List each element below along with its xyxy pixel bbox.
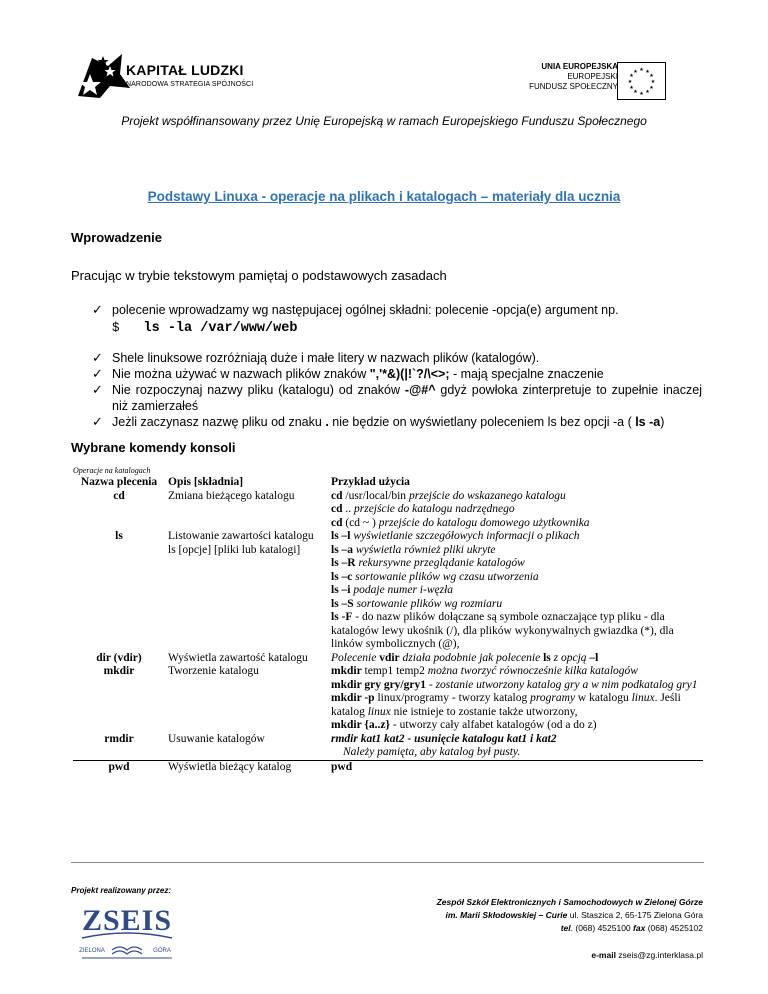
rule-case-sensitivity: Shele linuksowe rozróżniają duże i małe litery w nazwach plików (katalogów). bbox=[112, 351, 540, 365]
table-row bbox=[73, 665, 703, 733]
eu-label-block bbox=[518, 62, 618, 92]
example-cmd: mkdir {a..z} bbox=[331, 719, 391, 731]
rule-forbidden-chars-b: - mają specjalne znaczenie bbox=[449, 367, 604, 381]
example-note: linux/programy - tworzy katalog bbox=[374, 692, 531, 704]
example-note: - usunięcie katalogu kat1 i kat2 bbox=[404, 732, 557, 745]
commands-heading: Wybrane komendy konsoli bbox=[71, 440, 236, 455]
example-cmd: ls –S bbox=[331, 597, 354, 610]
book-icon bbox=[112, 947, 142, 954]
cmd-name: rmdir bbox=[104, 732, 134, 745]
example-note: - do nazw plików dołączane są symbole oznaczające typ pliku - dla katalogów lewy ukośnik (/), dla plików wykonywalnych gwiazdka (*), dla linków symbolicznych (@), bbox=[331, 611, 674, 650]
cmd-desc bbox=[165, 530, 328, 652]
rule-leading-chars-b: gdyż powłoka zinterpretuje to zupełnie inaczej niż zamierzałeś bbox=[112, 383, 702, 413]
project-label: Projekt realizowany przez: bbox=[71, 886, 172, 895]
example-cmd: cd bbox=[331, 489, 343, 502]
example-note: w katalogu bbox=[575, 692, 632, 704]
eu-line-2: EUROPEJSKI bbox=[567, 72, 618, 81]
syntax-rule-text: polecenie wprowadzamy wg następujacej ogólnej składni: polecenie -opcja(e) argument np. bbox=[112, 303, 619, 317]
table-row bbox=[73, 760, 703, 774]
rule-hidden-a: Jeżli zaczynasz nazwę pliku od znaku bbox=[112, 415, 326, 429]
example-cmd: mkdir -p bbox=[331, 692, 375, 704]
cmd-name: ls bbox=[115, 530, 123, 542]
example-cmd: cd bbox=[331, 503, 343, 515]
example-note: podaje numer i-węzła bbox=[350, 584, 454, 596]
cofunding-note: Projekt współfinansowany przez Unię Europejską w ramach Europejskiego Funduszu Społecznego bbox=[121, 114, 647, 128]
example-note: . Jeśli katalog bbox=[331, 692, 681, 718]
svg-text:★: ★ bbox=[649, 73, 654, 79]
rule-leading-chars-a: Nie rozpoczynaj nazwy pliku (katalogu) od znaków bbox=[112, 383, 405, 397]
kapital-ludzki-subtitle: NARODOWA STRATEGIA SPÓJNOŚCI bbox=[126, 81, 254, 88]
svg-text:★: ★ bbox=[650, 79, 656, 85]
example-cmd: ls bbox=[543, 651, 551, 664]
email-label: e-mail bbox=[591, 950, 616, 960]
email-value[interactable]: zseis@zg.interklasa.pl bbox=[615, 950, 703, 960]
example-note: sortowanie plików wg czasu utworzenia bbox=[352, 570, 539, 583]
table-row bbox=[73, 530, 703, 652]
example-note: linux bbox=[367, 705, 391, 718]
eu-flag-icon bbox=[617, 62, 666, 100]
cmd-examples bbox=[328, 665, 703, 733]
svg-text:★: ★ bbox=[645, 69, 650, 75]
cmd-desc: Usuwanie katalogów bbox=[168, 732, 265, 745]
school-phone-line bbox=[300, 922, 703, 935]
example-cmd: ls –i bbox=[331, 584, 351, 596]
shell-prompt: $ bbox=[112, 321, 120, 335]
svg-text:★: ★ bbox=[633, 69, 638, 75]
table-row bbox=[73, 652, 703, 666]
list-item bbox=[92, 382, 702, 414]
intro-text: Pracując w trybie tekstowym pamiętaj o podstawowych zasadach bbox=[71, 268, 447, 283]
cmd-desc: Tworzenie katalogu bbox=[168, 665, 259, 677]
example-note: programy bbox=[530, 692, 576, 704]
school-address: ul. Staszica 2, 65-175 Zielona Góra bbox=[567, 910, 703, 920]
example-note: przejście do katalogu nadrzędnego bbox=[354, 503, 515, 515]
email-line bbox=[300, 950, 703, 960]
school-patron: im. Marii Skłodowskiej – Curie bbox=[445, 910, 568, 920]
kapital-ludzki-title: KAPITAŁ LUDZKI bbox=[126, 62, 244, 78]
example-note: działa podobnie jak polecenie bbox=[399, 651, 544, 664]
example-cmd: –l bbox=[589, 651, 599, 664]
table-row bbox=[73, 733, 703, 761]
desc-text: Listowanie zawartości katalogu bbox=[168, 530, 314, 542]
cmd-examples bbox=[328, 733, 703, 761]
checkmark-icon: ✓ bbox=[92, 302, 103, 317]
list-item bbox=[92, 366, 702, 382]
example-cmd: ls –a bbox=[331, 543, 354, 556]
kapital-ludzki-star-icon bbox=[78, 54, 130, 98]
school-info bbox=[300, 896, 703, 935]
eu-line-3: FUNDUSZ SPOŁECZNY bbox=[529, 82, 618, 91]
document-title: Podstawy Linuxa - operacje na plikach i katalogach – materiały dla ucznia bbox=[147, 189, 621, 204]
checkmark-icon: ✓ bbox=[92, 414, 103, 429]
example-cmd: rmdir kat1 kat2 bbox=[331, 732, 405, 745]
eu-line-1: UNIA EUROPEJSKA bbox=[541, 62, 618, 71]
example-cmd: pwd bbox=[331, 760, 353, 773]
example-arg: .. bbox=[342, 503, 354, 515]
checkmark-icon: ✓ bbox=[92, 350, 103, 365]
leading-chars: -@#^ bbox=[404, 383, 436, 397]
example-cmd: ls –l bbox=[331, 530, 351, 542]
intro-heading: Wprowadzenie bbox=[71, 230, 163, 245]
example-note: Polecenie bbox=[331, 651, 380, 664]
ls-a-option: ls -a bbox=[635, 415, 661, 429]
footer-divider bbox=[71, 862, 704, 863]
cmd-desc: Zmiana bieżącego katalogu bbox=[168, 489, 295, 502]
rule-forbidden-chars-a: Nie można używać w nazwach plików znaków bbox=[112, 367, 370, 381]
example-cmd: ls -F bbox=[331, 611, 353, 623]
list-item bbox=[92, 350, 702, 366]
tel-label: tel bbox=[560, 923, 571, 933]
zseis-logo-city-left: ZIELONA bbox=[79, 948, 105, 954]
svg-text:★: ★ bbox=[645, 89, 650, 95]
header-example: Przykład użycia bbox=[331, 476, 410, 488]
example-arg: /usr/local/bin bbox=[342, 489, 409, 502]
example-cmd: mkdir gry gry/gry1 bbox=[331, 678, 426, 691]
checkmark-icon: ✓ bbox=[92, 366, 103, 381]
example-note: można tworzyć równocześnie kilka katalogów bbox=[427, 665, 638, 677]
header-name: Nazwa plecenia bbox=[80, 476, 158, 488]
desc-syntax: ls [opcje] [pliki lub katalogi] bbox=[168, 543, 301, 556]
cmd-name: pwd bbox=[73, 760, 165, 774]
cmd-desc: Wyświetla bieżący katalog bbox=[165, 760, 328, 774]
cmd-name: dir (vdir) bbox=[96, 651, 142, 664]
example-note: przejście do katalogu domowego użytkownika bbox=[378, 516, 590, 529]
svg-text:★: ★ bbox=[629, 73, 634, 79]
example-arg: (cd ~ ) bbox=[342, 516, 379, 529]
example-cmd: ls –R bbox=[331, 557, 356, 569]
header-desc: Opis [składnia] bbox=[168, 476, 244, 488]
cmd-name: mkdir bbox=[103, 665, 135, 677]
example-cmd: ls –c bbox=[331, 570, 353, 583]
cmd-desc: Wyświetla zawartość katalogu bbox=[168, 651, 308, 664]
example-note: sortowanie plików wg rozmiaru bbox=[353, 597, 503, 610]
commands-table bbox=[73, 476, 703, 774]
example-note: linux bbox=[631, 692, 655, 704]
example-cmd: cd bbox=[331, 516, 343, 529]
example-note: nie istnieje to zostanie także utworzony, bbox=[390, 705, 578, 718]
rule-hidden-b: nie będzie on wyświetlany poleceniem ls bez opcji -a ( bbox=[328, 415, 636, 429]
forbidden-chars: ",'*&)(|!`?/\<>; bbox=[369, 367, 450, 381]
zseis-logo bbox=[72, 898, 182, 964]
example-note: przejście do wskazanego katalogu bbox=[408, 489, 566, 502]
table-header-row bbox=[73, 476, 703, 490]
zseis-logo-text: ZSEIS bbox=[81, 904, 173, 937]
example-command: ls -la /var/www/web bbox=[143, 321, 298, 336]
example-note: wyświetla również pliki ukryte bbox=[353, 543, 496, 556]
svg-text:★: ★ bbox=[639, 67, 644, 73]
svg-text:★: ★ bbox=[649, 85, 654, 91]
rules-list bbox=[92, 350, 702, 430]
dot-char: . bbox=[325, 415, 329, 429]
rule-hidden-c: ) bbox=[660, 415, 665, 429]
example-arg: temp1 temp2 bbox=[361, 665, 428, 677]
example-cmd: vdir bbox=[379, 651, 400, 664]
zseis-logo-city-right: GÓRA bbox=[153, 948, 171, 954]
example-note: wyświetlanie szczegółowych informacji o plikach bbox=[350, 530, 580, 542]
svg-text:★: ★ bbox=[627, 79, 633, 85]
fax-value: (068) 4525102 bbox=[645, 923, 703, 933]
cmd-examples bbox=[328, 490, 703, 531]
example-note: - utworzy cały alfabet katalogów (od a do z) bbox=[390, 719, 597, 731]
cmd-examples bbox=[328, 530, 703, 652]
tel-value: . (068) 4525100 bbox=[570, 923, 634, 933]
cmd-examples bbox=[328, 652, 703, 666]
fax-label: fax bbox=[633, 923, 646, 933]
list-item bbox=[92, 414, 702, 430]
example-note: rekursywne przeglądanie katalogów bbox=[355, 557, 525, 569]
svg-text:★: ★ bbox=[639, 91, 644, 97]
svg-text:★: ★ bbox=[633, 89, 638, 95]
list-item bbox=[92, 302, 702, 337]
svg-text:★: ★ bbox=[629, 85, 634, 91]
school-name: Zespół Szkół Elektronicznych i Samochodowych w Zielonej Górze bbox=[436, 897, 703, 907]
example-note: Należy pamięta, aby katalog był pusty. bbox=[343, 746, 521, 758]
cmd-examples bbox=[328, 760, 703, 774]
example-note: z opcją bbox=[550, 651, 590, 664]
example-note: - zostanie utworzony katalog gry a w nim podkatalog gry1 bbox=[425, 678, 698, 691]
school-address-line bbox=[300, 909, 703, 922]
table-row bbox=[73, 490, 703, 531]
table-caption: Operacje na katalogach bbox=[73, 466, 151, 475]
syntax-list bbox=[92, 302, 702, 337]
cmd-name: cd bbox=[113, 489, 125, 502]
command-example bbox=[112, 319, 702, 337]
checkmark-icon: ✓ bbox=[92, 382, 103, 397]
example-cmd: mkdir bbox=[331, 665, 362, 677]
